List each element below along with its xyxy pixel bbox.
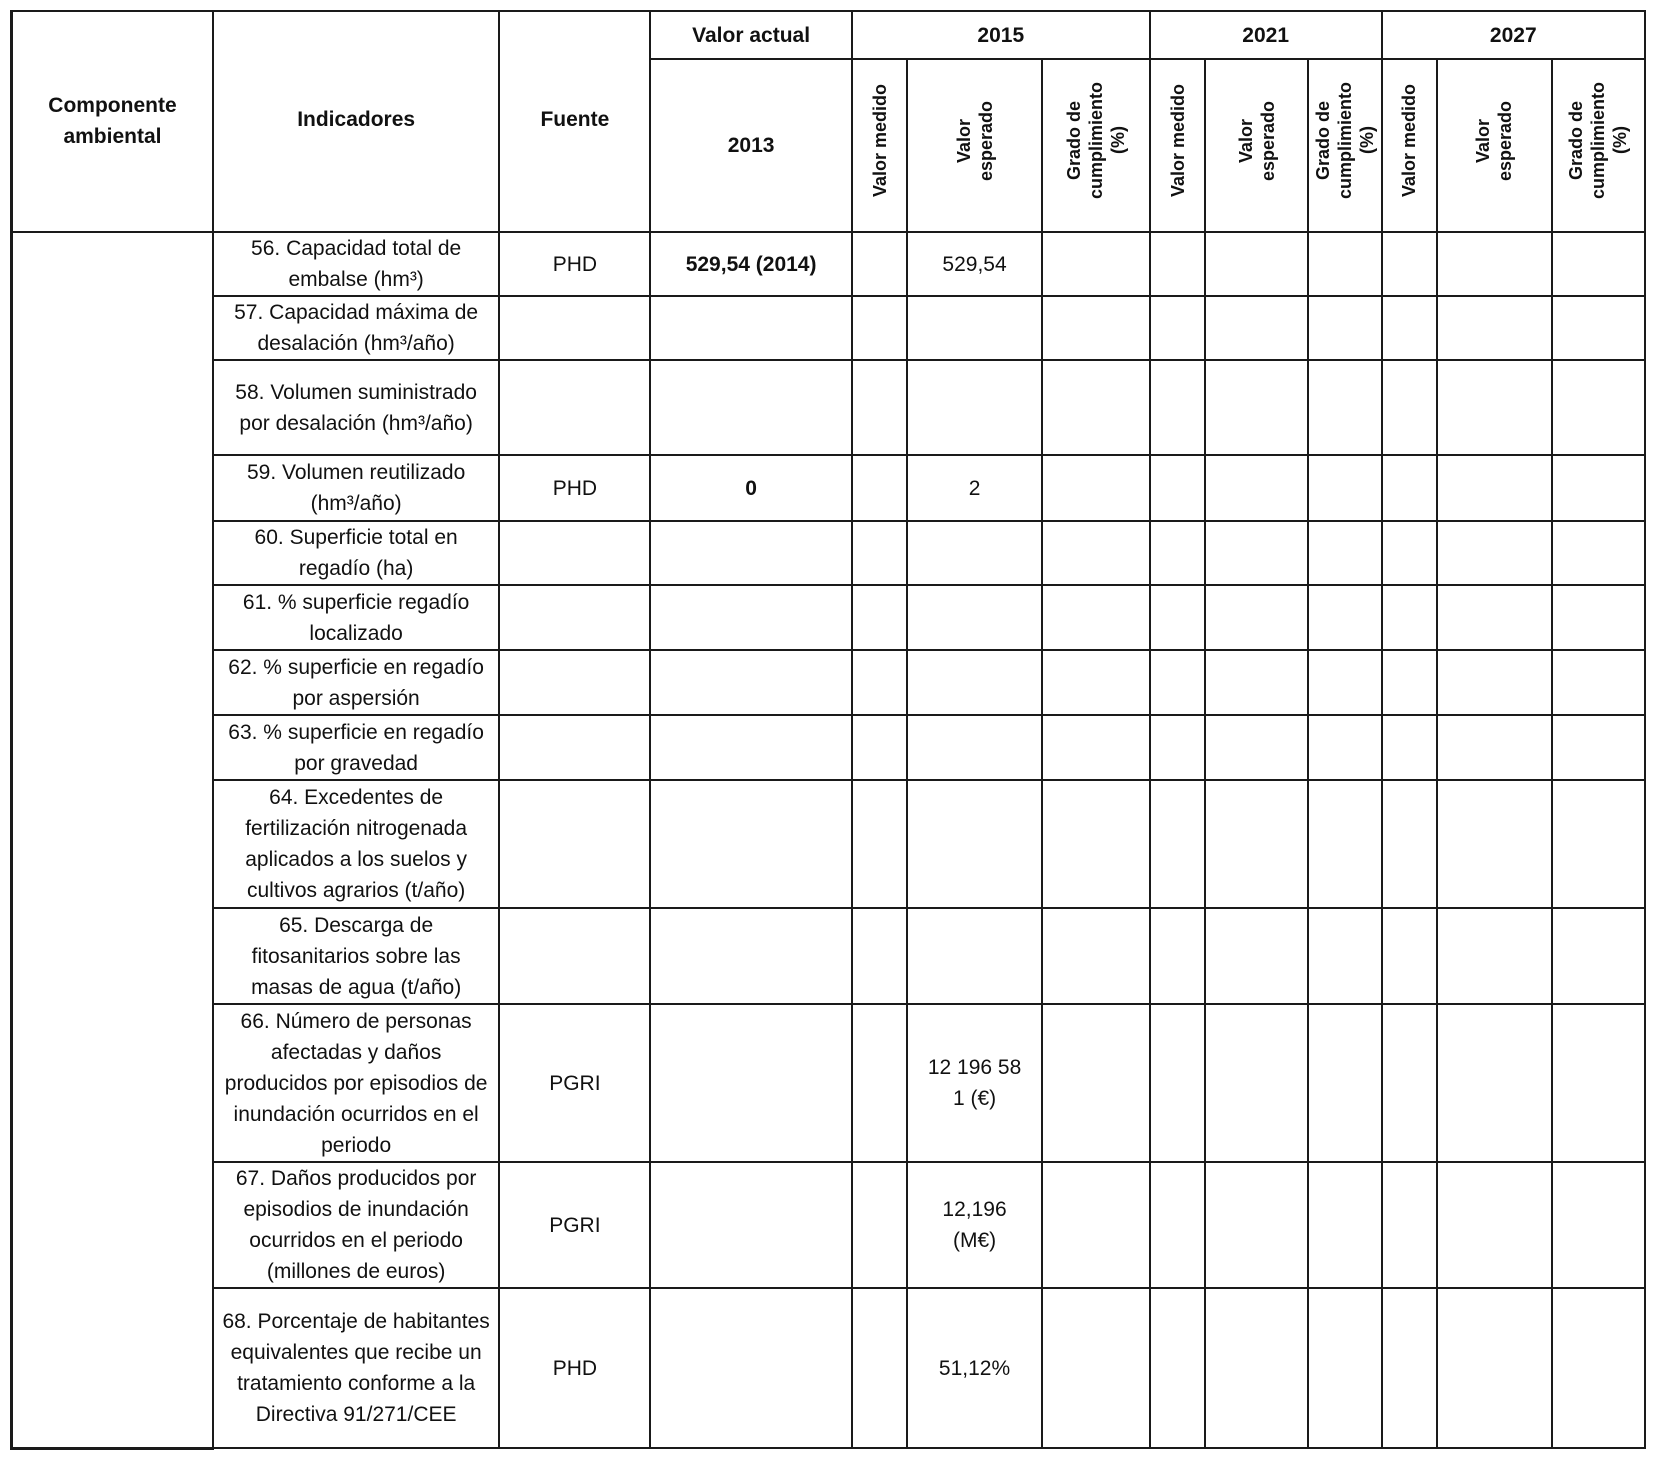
table-row [12,908,1646,1004]
header-2015-grado-cumplimiento: Grado de cumplimiento (%) [1042,59,1150,232]
empty-cell [1382,908,1438,1004]
empty-cell [852,360,908,455]
empty-cell [852,908,908,1004]
valor-esperado-2015-cell [907,360,1041,455]
valor-actual-cell [650,650,851,715]
indicador-cell: 62. % superficie en regadío por aspersión [213,650,499,715]
empty-cell [1552,1288,1645,1448]
empty-cell [1382,521,1438,585]
empty-cell [1042,650,1150,715]
empty-cell [1437,908,1551,1004]
empty-cell [1382,296,1438,360]
empty-cell [1552,455,1645,521]
empty-cell [1437,585,1551,650]
fuente-cell [499,908,650,1004]
fuente-cell: PHD [499,232,650,296]
empty-cell [1150,715,1206,780]
empty-cell [1205,455,1308,521]
empty-cell [1308,1288,1381,1448]
empty-cell [1552,780,1645,908]
empty-cell [1042,1162,1150,1288]
empty-cell [1437,715,1551,780]
empty-cell [1552,232,1645,296]
fuente-cell: PGRI [499,1162,650,1288]
empty-cell [1308,360,1381,455]
table-row [12,1162,1646,1288]
empty-cell [1150,521,1206,585]
valor-esperado-2015-cell: 12 196 58 1 (€) [907,1004,1041,1162]
fuente-cell [499,650,650,715]
empty-cell [1205,521,1308,585]
indicador-cell: 68. Porcentaje de habitantes equivalentes que recibe un tratamiento conforme a la Directiva 91/271/CEE [213,1288,499,1448]
empty-cell [1205,1004,1308,1162]
header-2021-grado-cumplimiento: Grado de cumplimiento (%) [1308,59,1381,232]
table-row [12,296,1646,360]
empty-cell [1205,360,1308,455]
empty-cell [1205,650,1308,715]
empty-cell [1437,1004,1551,1162]
empty-cell [1205,780,1308,908]
empty-cell [1150,232,1206,296]
empty-cell [1552,521,1645,585]
empty-cell [1382,455,1438,521]
empty-cell [1382,360,1438,455]
empty-cell [1552,1162,1645,1288]
empty-cell [1552,908,1645,1004]
header-componente: Componente ambiental [12,11,213,232]
header-fuente: Fuente [499,11,650,232]
valor-esperado-2015-cell: 529,54 [907,232,1041,296]
fuente-cell: PHD [499,455,650,521]
empty-cell [1042,296,1150,360]
table-row [12,650,1646,715]
empty-cell [1437,455,1551,521]
empty-cell [1308,521,1381,585]
empty-cell [1042,715,1150,780]
header-2027-valor-esperado: Valor esperado [1437,59,1551,232]
empty-cell [1552,585,1645,650]
empty-cell [1308,650,1381,715]
empty-cell [1552,650,1645,715]
valor-actual-cell [650,780,851,908]
table-row [12,360,1646,455]
valor-actual-cell [650,521,851,585]
empty-cell [1552,296,1645,360]
empty-cell [1382,1004,1438,1162]
empty-cell [1308,1004,1381,1162]
empty-cell [1205,585,1308,650]
empty-cell [1552,1004,1645,1162]
valor-actual-cell [650,360,851,455]
empty-cell [1382,232,1438,296]
empty-cell [1042,585,1150,650]
table-row [12,585,1646,650]
empty-cell [1308,1162,1381,1288]
empty-cell [852,232,908,296]
header-year-2015: 2015 [852,11,1150,59]
empty-cell [1042,1288,1150,1448]
indicador-cell: 67. Daños producidos por episodios de inundación ocurridos en el periodo (millones de euros) [213,1162,499,1288]
header-2015-valor-medido: Valor medido [852,59,908,232]
header-year-2021: 2021 [1150,11,1382,59]
table-row [12,455,1646,521]
header-2021-valor-esperado: Valor esperado [1205,59,1308,232]
header-valor-actual: Valor actual [650,11,851,59]
fuente-cell [499,521,650,585]
empty-cell [1042,455,1150,521]
fuente-cell: PGRI [499,1004,650,1162]
valor-actual-cell [650,585,851,650]
empty-cell [1205,1162,1308,1288]
empty-cell [1150,296,1206,360]
empty-cell [1150,455,1206,521]
empty-cell [852,715,908,780]
fuente-cell [499,715,650,780]
valor-esperado-2015-cell: 2 [907,455,1041,521]
fuente-cell: PHD [499,1288,650,1448]
indicador-cell: 61. % superficie regadío localizado [213,585,499,650]
valor-actual-cell [650,908,851,1004]
empty-cell [1042,1004,1150,1162]
empty-cell [852,1288,908,1448]
valor-actual-cell: 529,54 (2014) [650,232,851,296]
empty-cell [1552,360,1645,455]
valor-esperado-2015-cell: 12,196 (M€) [907,1162,1041,1288]
indicador-cell: 65. Descarga de fitosanitarios sobre las masas de agua (t/año) [213,908,499,1004]
indicador-cell: 60. Superficie total en regadío (ha) [213,521,499,585]
empty-cell [852,585,908,650]
empty-cell [1205,1288,1308,1448]
indicador-cell: 63. % superficie en regadío por gravedad [213,715,499,780]
table-row [12,1004,1646,1162]
empty-cell [852,296,908,360]
empty-cell [852,650,908,715]
empty-cell [1437,1288,1551,1448]
table-row [12,521,1646,585]
valor-actual-cell [650,715,851,780]
valor-actual-cell [650,1004,851,1162]
empty-cell [1308,908,1381,1004]
valor-esperado-2015-cell [907,780,1041,908]
indicador-cell: 64. Excedentes de fertilización nitrogenada aplicados a los suelos y cultivos agrarios (t/año) [213,780,499,908]
empty-cell [1150,585,1206,650]
valor-esperado-2015-cell [907,650,1041,715]
empty-cell [1437,296,1551,360]
header-2027-valor-medido: Valor medido [1382,59,1438,232]
valor-esperado-2015-cell [907,521,1041,585]
valor-esperado-2015-cell [907,585,1041,650]
fuente-cell [499,360,650,455]
valor-esperado-2015-cell [907,715,1041,780]
empty-cell [1308,455,1381,521]
valor-esperado-2015-cell [907,908,1041,1004]
fuente-cell [499,585,650,650]
table-row [12,780,1646,908]
componente-cell [12,232,213,1448]
empty-cell [1437,650,1551,715]
valor-actual-cell [650,1288,851,1448]
empty-cell [1150,360,1206,455]
empty-cell [1042,521,1150,585]
empty-cell [1437,1162,1551,1288]
empty-cell [1382,1162,1438,1288]
indicador-cell: 56. Capacidad total de embalse (hm³) [213,232,499,296]
empty-cell [852,455,908,521]
indicador-cell: 58. Volumen suministrado por desalación (hm³/año) [213,360,499,455]
table-row [12,1288,1646,1448]
empty-cell [852,1162,908,1288]
indicador-cell: 57. Capacidad máxima de desalación (hm³/año) [213,296,499,360]
empty-cell [1205,715,1308,780]
empty-cell [1150,780,1206,908]
table-row [12,715,1646,780]
empty-cell [1552,715,1645,780]
header-2015-valor-esperado: Valor esperado [907,59,1041,232]
empty-cell [852,1004,908,1162]
fuente-cell [499,296,650,360]
empty-cell [1150,1004,1206,1162]
empty-cell [1437,360,1551,455]
valor-actual-cell [650,296,851,360]
header-2021-valor-medido: Valor medido [1150,59,1206,232]
valor-esperado-2015-cell [907,296,1041,360]
empty-cell [1382,715,1438,780]
empty-cell [852,521,908,585]
empty-cell [1382,1288,1438,1448]
empty-cell [1308,585,1381,650]
header-indicadores: Indicadores [213,11,499,232]
empty-cell [1308,780,1381,908]
header-year-2027: 2027 [1382,11,1645,59]
indicador-cell: 59. Volumen reutilizado (hm³/año) [213,455,499,521]
header-year-2013: 2013 [650,59,851,232]
empty-cell [1150,1288,1206,1448]
empty-cell [1042,780,1150,908]
empty-cell [1042,908,1150,1004]
header-2027-grado-cumplimiento: Grado de cumplimiento (%) [1552,59,1645,232]
fuente-cell [499,780,650,908]
valor-esperado-2015-cell: 51,12% [907,1288,1041,1448]
empty-cell [1042,360,1150,455]
empty-cell [1205,296,1308,360]
empty-cell [1308,232,1381,296]
valor-actual-cell: 0 [650,455,851,521]
valor-actual-cell [650,1162,851,1288]
empty-cell [1150,650,1206,715]
empty-cell [1437,232,1551,296]
indicators-table [10,10,1646,1450]
indicador-cell: 66. Número de personas afectadas y daños producidos por episodios de inundación ocurridos en el periodo [213,1004,499,1162]
empty-cell [1205,232,1308,296]
empty-cell [1308,296,1381,360]
empty-cell [1205,908,1308,1004]
empty-cell [852,780,908,908]
empty-cell [1150,1162,1206,1288]
empty-cell [1382,650,1438,715]
empty-cell [1437,780,1551,908]
empty-cell [1382,780,1438,908]
empty-cell [1150,908,1206,1004]
empty-cell [1437,521,1551,585]
empty-cell [1308,715,1381,780]
empty-cell [1382,585,1438,650]
empty-cell [1042,232,1150,296]
table-row [12,232,1646,296]
